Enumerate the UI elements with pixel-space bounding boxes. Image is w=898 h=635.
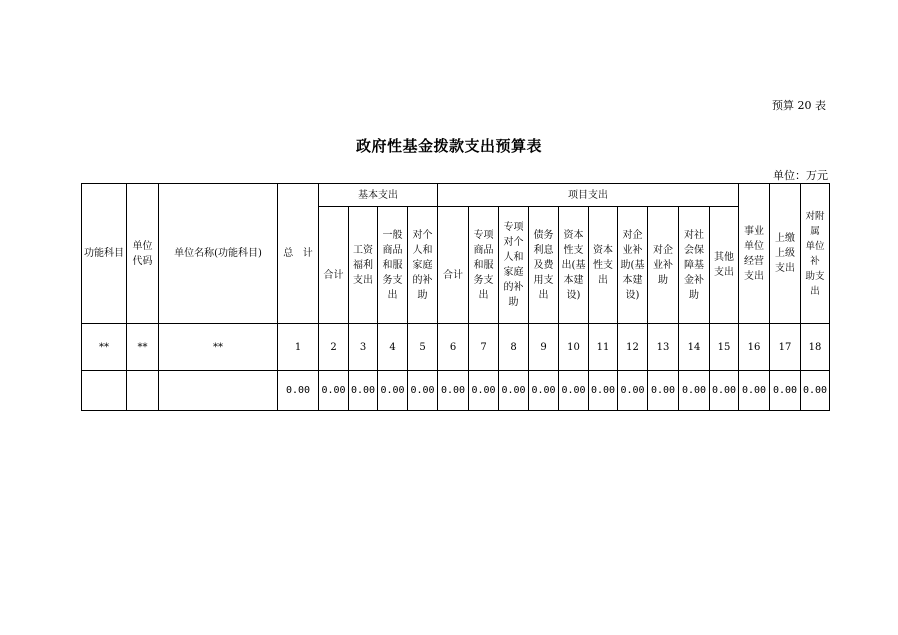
value-cell: 0.00 xyxy=(618,371,648,411)
value-cell: 0.00 xyxy=(278,371,319,411)
index-number: 10 xyxy=(559,324,589,371)
value-cell: 0.00 xyxy=(378,371,408,411)
header-col-2: 合计 xyxy=(319,207,349,324)
value-cell: 0.00 xyxy=(679,371,710,411)
header-col-4: 一般 商品 和服 务支 出 xyxy=(378,207,408,324)
index-number: 4 xyxy=(378,324,408,371)
value-cell: 0.00 xyxy=(408,371,438,411)
value-row xyxy=(82,371,830,411)
value-cell: 0.00 xyxy=(349,371,378,411)
index-number: 5 xyxy=(408,324,438,371)
header-project-group: 项目支出 xyxy=(438,184,739,207)
header-col-17: 上缴 上级 支出 xyxy=(770,184,801,324)
value-cell: 0.00 xyxy=(710,371,739,411)
value-cell: 0.00 xyxy=(499,371,529,411)
value-cell: 0.00 xyxy=(801,371,830,411)
index-row xyxy=(82,324,830,371)
header-col-5: 对个 人和 家庭 的补 助 xyxy=(408,207,438,324)
budget-table xyxy=(81,183,830,411)
index-number: 7 xyxy=(469,324,499,371)
header-col-7: 专项 商品 和服 务支 出 xyxy=(469,207,499,324)
index-name: ** xyxy=(159,324,278,371)
index-number: 9 xyxy=(529,324,559,371)
value-cell: 0.00 xyxy=(438,371,469,411)
page-title: 政府性基金拨款支出预算表 xyxy=(355,137,542,155)
header-col-16: 事业 单位 经营 支出 xyxy=(739,184,770,324)
value-cell: 0.00 xyxy=(739,371,770,411)
header-func-subject: 功能科目 xyxy=(82,184,127,324)
header-col-6: 合计 xyxy=(438,207,469,324)
index-number: 11 xyxy=(589,324,618,371)
index-number: 14 xyxy=(679,324,710,371)
index-number: 17 xyxy=(770,324,801,371)
value-cell: 0.00 xyxy=(529,371,559,411)
index-number: 1 xyxy=(278,324,319,371)
index-number: 15 xyxy=(710,324,739,371)
index-number: 6 xyxy=(438,324,469,371)
index-number: 2 xyxy=(319,324,349,371)
header-col-9: 债务 利息 及费 用支 出 xyxy=(529,207,559,324)
header-col-8: 专项 对个 人和 家庭 的补 助 xyxy=(499,207,529,324)
value-code xyxy=(127,371,159,411)
header-col-10: 资本 性支 出(基 本建 设) xyxy=(559,207,589,324)
header-col-18: 对附属 单位补 助支出 xyxy=(801,184,830,324)
value-cell: 0.00 xyxy=(589,371,618,411)
value-cell: 0.00 xyxy=(770,371,801,411)
header-col-14: 对社 会保 障基 金补 助 xyxy=(679,207,710,324)
index-number: 16 xyxy=(739,324,770,371)
value-name xyxy=(159,371,278,411)
index-number: 3 xyxy=(349,324,378,371)
value-cell: 0.00 xyxy=(559,371,589,411)
value-func xyxy=(82,371,127,411)
index-number: 18 xyxy=(801,324,830,371)
header-col-11: 资本 性支 出 xyxy=(589,207,618,324)
form-number: 预算 20 表 xyxy=(772,99,826,112)
header-col-13: 对企 业补 助 xyxy=(648,207,679,324)
index-number: 12 xyxy=(618,324,648,371)
header-col-3: 工资 福利 支出 xyxy=(349,207,378,324)
index-number: 13 xyxy=(648,324,679,371)
value-cell: 0.00 xyxy=(469,371,499,411)
index-code: ** xyxy=(127,324,159,371)
unit-label: 单位：万元 xyxy=(773,169,828,182)
header-col-15: 其他 支出 xyxy=(710,207,739,324)
value-cell: 0.00 xyxy=(319,371,349,411)
header-basic-group: 基本支出 xyxy=(319,184,438,207)
value-cell: 0.00 xyxy=(648,371,679,411)
header-unit-code: 单位 代码 xyxy=(127,184,159,324)
header-unit-name: 单位名称(功能科目) xyxy=(159,184,278,324)
index-func: ** xyxy=(82,324,127,371)
header-col-12: 对企 业补 助(基 本建 设) xyxy=(618,207,648,324)
index-number: 8 xyxy=(499,324,529,371)
header-total: 总 计 xyxy=(278,184,319,324)
